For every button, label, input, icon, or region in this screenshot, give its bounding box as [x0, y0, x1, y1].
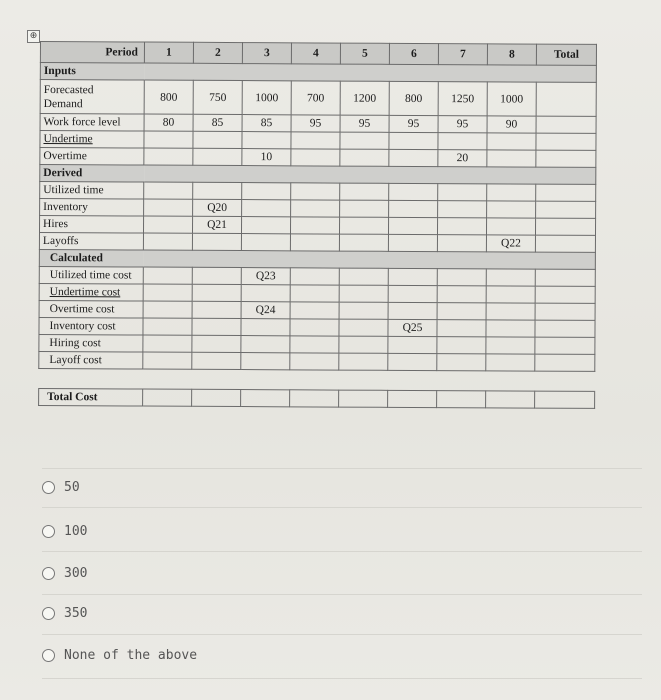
table-cell: [242, 183, 291, 200]
table-cell: 95: [340, 115, 389, 132]
table-cell: Q20: [193, 199, 242, 216]
table-cell: [388, 268, 437, 285]
table-cell: [290, 285, 339, 302]
table-cell: [144, 148, 193, 165]
table-cell: [486, 354, 535, 371]
option-350[interactable]: [42, 606, 87, 621]
table-cell: [291, 149, 340, 166]
table-row-forecasted-demand: [40, 80, 596, 117]
table-cell: [192, 267, 241, 284]
table-cell: [536, 201, 596, 218]
table-cell: [339, 302, 388, 319]
table-cell: [290, 353, 339, 370]
option-300[interactable]: [42, 566, 87, 581]
row-label-utilized-time: Utilized time: [40, 182, 144, 200]
table-cell: 700: [291, 81, 340, 115]
radio-icon[interactable]: [42, 567, 55, 580]
option-label: 300: [64, 566, 88, 581]
table-cell: [339, 217, 388, 234]
table-cell: [339, 353, 388, 370]
table-cell: [241, 234, 290, 251]
table-cell: [241, 217, 290, 234]
table-cell: [290, 234, 339, 251]
table-cell: [437, 235, 486, 252]
table-cell: [241, 353, 290, 370]
table-cell: [241, 319, 290, 336]
table-move-handle-icon[interactable]: ⊕: [27, 30, 40, 43]
table-cell: [535, 286, 595, 303]
table-cell: [192, 352, 241, 369]
table-cell: [290, 319, 339, 336]
table-cell: [291, 200, 340, 217]
table-cell: [486, 303, 535, 320]
table-cell: [192, 301, 241, 318]
row-label-line-1: Forecasted: [43, 83, 94, 96]
section-label-inputs: Inputs: [40, 63, 144, 81]
row-label-inventory-cost: Inventory cost: [39, 317, 143, 335]
table-cell: [389, 200, 438, 217]
divider: [42, 468, 642, 469]
table-cell: [143, 389, 192, 406]
table-cell: [242, 200, 291, 217]
option-100[interactable]: [42, 524, 87, 539]
row-label-hires: Hires: [39, 216, 143, 234]
table-cell: [241, 336, 290, 353]
table-cell: [438, 133, 487, 150]
table-cell: [144, 182, 193, 199]
table-cell: [486, 286, 535, 303]
table-cell: 1200: [340, 81, 389, 115]
row-label-total-cost: Total Cost: [39, 388, 143, 406]
table-cell: [144, 199, 193, 216]
table-cell: 90: [487, 116, 536, 133]
table-cell: [437, 303, 486, 320]
table-cell: 85: [242, 115, 291, 132]
period-4-header: 4: [291, 43, 340, 64]
table-cell: [437, 286, 486, 303]
table-cell: [339, 268, 388, 285]
table-cell: 800: [389, 81, 438, 115]
table-cell: [388, 217, 437, 234]
table-cell: [144, 131, 193, 148]
table-cell: [340, 132, 389, 149]
table-cell: [291, 132, 340, 149]
table-cell: [339, 234, 388, 251]
table-cell: [290, 302, 339, 319]
table-cell: [487, 184, 536, 201]
option-none-of-the-above[interactable]: [42, 648, 197, 663]
period-header: Period: [40, 42, 144, 64]
table-cell: [340, 200, 389, 217]
row-label-undertime-cost: Undertime cost: [39, 283, 143, 301]
row-label-undertime: Undertime: [40, 131, 144, 149]
table-cell: [437, 391, 486, 408]
table-cell: [536, 184, 596, 201]
table-cell: [143, 318, 192, 335]
table-cell: 20: [438, 150, 487, 167]
table-cell: [437, 269, 486, 286]
table-cell: [486, 320, 535, 337]
table-cell: [290, 268, 339, 285]
table-cell: [193, 182, 242, 199]
table-cell: [437, 218, 486, 235]
total-header: Total: [536, 44, 596, 65]
period-3-header: 3: [242, 43, 291, 64]
divider: [42, 678, 642, 679]
row-label-inventory: Inventory: [40, 199, 144, 217]
table-cell: 800: [144, 80, 193, 114]
row-label-utilized-time-cost: Utilized time cost: [39, 266, 143, 284]
table-cell: [535, 320, 595, 337]
row-label-layoff-cost: Layoff cost: [39, 351, 143, 369]
table-cell: [486, 218, 535, 235]
divider: [42, 551, 642, 552]
table-cell: [339, 285, 388, 302]
table-cell: 95: [389, 115, 438, 132]
table-cell: [339, 336, 388, 353]
section-label-derived: Derived: [40, 165, 144, 183]
table-cell: [143, 267, 192, 284]
table-cell: [241, 390, 290, 407]
table-cell: [143, 284, 192, 301]
table-cell: [192, 389, 241, 406]
table-cell: [290, 217, 339, 234]
table-cell: [192, 284, 241, 301]
table-cell: [290, 390, 339, 407]
table-cell: [438, 184, 487, 201]
table-cell: [192, 318, 241, 335]
table-cell: [389, 132, 438, 149]
table-cell: 1000: [487, 82, 536, 116]
row-label-work-force-level: Work force level: [40, 114, 144, 132]
table-cell: 80: [144, 114, 193, 131]
table-cell: [536, 116, 596, 133]
table-cell: [192, 233, 241, 250]
table-cell: 95: [291, 115, 340, 132]
row-label-line-2: Demand: [43, 97, 83, 110]
option-label: 350: [64, 606, 88, 621]
table-cell: Q22: [486, 235, 535, 252]
table-cell: [536, 82, 596, 116]
option-label: 50: [64, 480, 80, 495]
option-label: 100: [64, 524, 88, 539]
table-cell: 1250: [438, 82, 487, 116]
table-cell: [535, 218, 595, 235]
table-cell: [535, 391, 595, 408]
table-cell: [388, 353, 437, 370]
divider: [42, 634, 642, 635]
table-cell: [535, 303, 595, 320]
table-cell: [438, 201, 487, 218]
table-cell: 95: [438, 116, 487, 133]
option-50[interactable]: [42, 480, 80, 495]
table-cell: [143, 301, 192, 318]
table-cell: [535, 337, 595, 354]
table-cell: [143, 335, 192, 352]
table-cell: Q21: [192, 216, 241, 233]
table-cell: [143, 233, 192, 250]
table-cell: [291, 183, 340, 200]
table-cell: [437, 320, 486, 337]
table-cell: Q24: [241, 302, 290, 319]
row-label-forecasted-demand: [40, 80, 144, 115]
table-cell: Q23: [241, 268, 290, 285]
table-cell: [143, 352, 192, 369]
table-cell: [340, 149, 389, 166]
table-cell: [143, 216, 192, 233]
table-cell: [339, 390, 388, 407]
table-cell: [339, 319, 388, 336]
table-cell: 10: [242, 149, 291, 166]
table-cell: [340, 183, 389, 200]
table-cell: [241, 285, 290, 302]
period-2-header: 2: [193, 42, 242, 63]
period-5-header: 5: [340, 43, 389, 64]
table-cell: [535, 235, 595, 252]
table-cell: [536, 150, 596, 167]
period-6-header: 6: [389, 43, 438, 64]
table-cell: [388, 390, 437, 407]
row-label-layoffs: Layoffs: [39, 233, 143, 251]
table-cell: 1000: [242, 81, 291, 115]
table-cell: [389, 183, 438, 200]
table-row-total-cost: [39, 388, 595, 408]
radio-icon[interactable]: [42, 525, 55, 538]
period-1-header: 1: [144, 42, 193, 63]
table-cell: Q25: [388, 319, 437, 336]
table-cell: [536, 133, 596, 150]
table-cell: [242, 132, 291, 149]
table-cell: [487, 133, 536, 150]
table-cell: [487, 150, 536, 167]
table-cell: 85: [193, 114, 242, 131]
table-cell: [388, 336, 437, 353]
table-cell: [388, 234, 437, 251]
table-cell: [486, 337, 535, 354]
table-cell: [193, 148, 242, 165]
table-cell: [388, 285, 437, 302]
radio-icon[interactable]: [42, 607, 55, 620]
table-cell: [388, 302, 437, 319]
table-cell: [193, 131, 242, 148]
table-cell: 750: [193, 80, 242, 114]
table-cell: [535, 269, 595, 286]
radio-icon[interactable]: [42, 481, 55, 494]
table-cell: [290, 336, 339, 353]
aggregate-planning-table: [38, 41, 597, 409]
table-cell: [486, 269, 535, 286]
period-7-header: 7: [438, 44, 487, 65]
divider: [42, 594, 642, 595]
table-cell: [437, 354, 486, 371]
section-label-calculated: Calculated: [39, 249, 143, 267]
row-label-overtime: Overtime: [40, 148, 144, 166]
table-cell: [192, 335, 241, 352]
divider: [42, 507, 642, 508]
table-header-row: [40, 42, 596, 66]
table-cell: [487, 201, 536, 218]
table-cell: [535, 354, 595, 371]
table-cell: [437, 337, 486, 354]
option-label: None of the above: [64, 648, 198, 663]
radio-icon[interactable]: [42, 649, 55, 662]
row-label-overtime-cost: Overtime cost: [39, 300, 143, 318]
row-label-hiring-cost: Hiring cost: [39, 334, 143, 352]
table-cell: [486, 391, 535, 408]
period-8-header: 8: [487, 44, 536, 65]
table-cell: [389, 149, 438, 166]
